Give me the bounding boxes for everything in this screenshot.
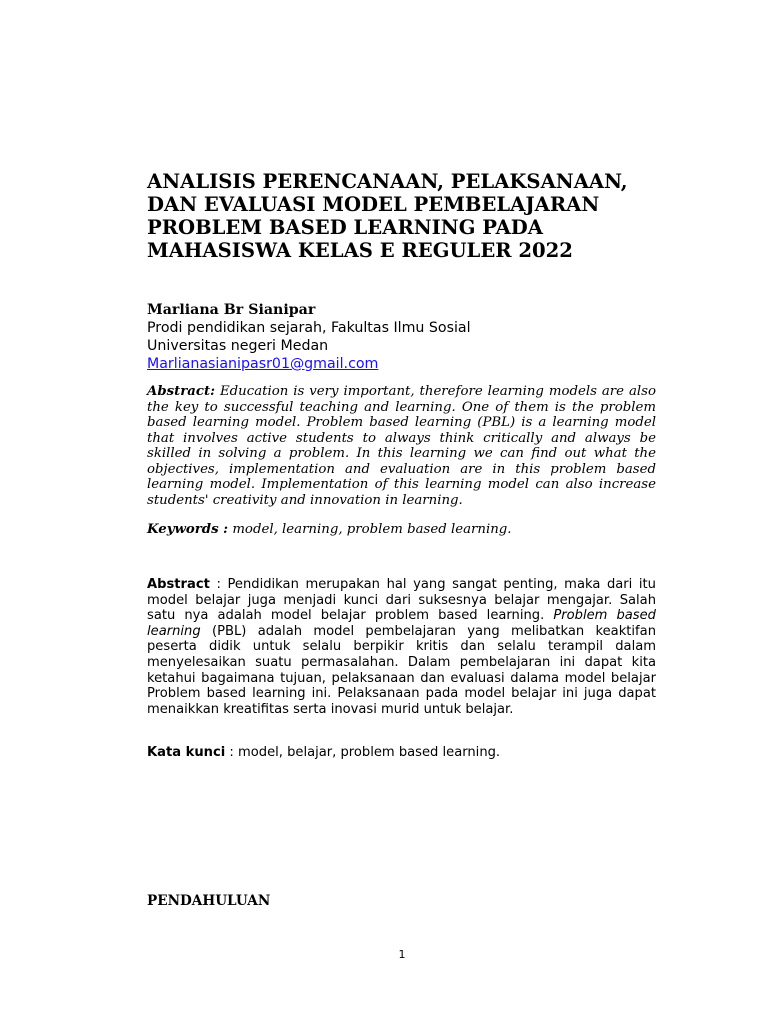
abstract-indonesian	[147, 577, 656, 717]
author-email-link[interactable]: Marlianasianipasr01@gmail.com	[147, 356, 379, 372]
author-university: Universitas negeri Medan	[147, 338, 329, 354]
keywords-english-text: model, learning, problem based learning.	[232, 522, 512, 537]
paper-title: ANALISIS PERENCANAAN, PELAKSANAAN, DAN EVALUASI MODEL PEMBELAJARAN PROBLEM BASED LEARNING PADA MAHASISWA KELAS E REGULER 2022	[147, 170, 628, 262]
keywords-indonesian-text: : model, belajar, problem based learning.	[229, 745, 501, 760]
abstract-indonesian-text-before: : Pendidikan merupakan hal yang sangat penting, maka dari itu model belajar juga menjadi kunci dari suksesnya belajar mengajar. Salah satu nya adalah model belajar problem based learning.	[147, 577, 656, 624]
abstract-english	[147, 384, 656, 508]
abstract-indonesian-label: Abstract	[147, 577, 210, 592]
author-block	[147, 301, 667, 373]
abstract-english-label: Abstract:	[147, 384, 216, 399]
abstract-english-text: Education is very important, therefore learning models are also the key to successful teaching and learning. One of them is the problem based learning model. Problem based learning (PBL) is a learning model that involves active students to always think critically and always be skilled in solving a problem. In this learning we can find out what the objectives, implementation and evaluation are in this problem based learning model. Implementation of this learning model can also increase students' creativity and innovation in learning.	[147, 384, 656, 508]
keywords-english-label: Keywords :	[147, 522, 229, 537]
author-name: Marliana Br Sianipar	[147, 302, 316, 318]
abstract-indonesian-italic-term: Problem based learning	[147, 608, 656, 639]
section-heading-pendahuluan: PENDAHULUAN	[147, 893, 271, 909]
keywords-english	[147, 522, 656, 538]
abstract-indonesian-text-after: (PBL) adalah model pembelajaran yang melibatkan keaktifan peserta didik untuk selalu berpikir kritis dan selalu terampil dalam menyelesaikan suatu permasalahan. Dalam pembelajaran ini dapat kita ketahui bagaimana tujuan, pelaksanaan dan evaluasi dalama model belajar Problem based learning ini. Pelaksanaan pada model belajar ini juga dapat menaikkan kreatifitas serta inovasi murid untuk belajar.	[147, 623, 656, 717]
page-number: 1	[398, 948, 406, 961]
keywords-indonesian-label: Kata kunci	[147, 745, 226, 760]
keywords-indonesian	[147, 745, 656, 761]
author-program: Prodi pendidikan sejarah, Fakultas Ilmu Sosial	[147, 320, 471, 336]
